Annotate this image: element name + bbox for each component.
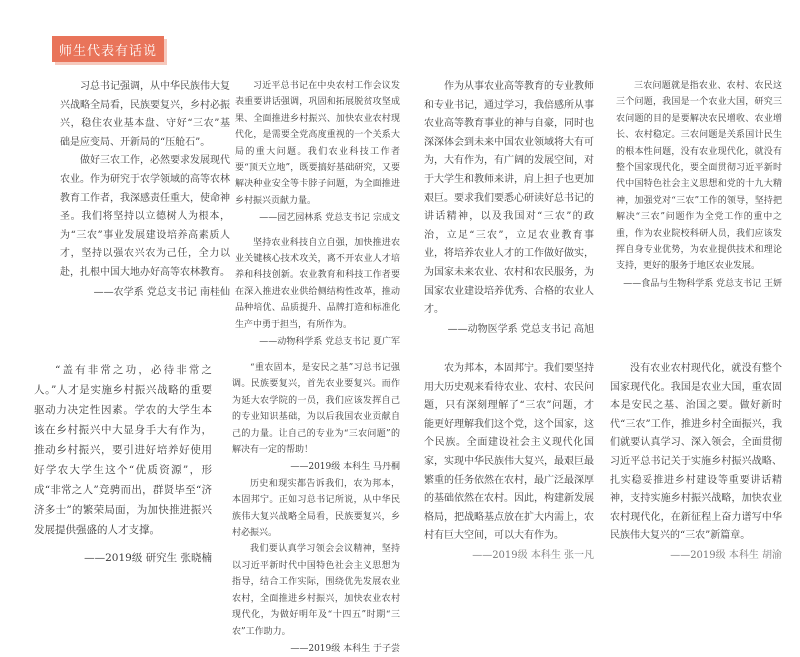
statement-paragraph: 历史和现实都告诉我们，农为邦本，本固邦宁。正如习总书记所说，从中华民族伟大复兴战略全局看，民族要复兴，乡村必振兴。 <box>232 478 400 539</box>
statement-signature: ——2019级 本科生 于子尝 <box>290 643 400 654</box>
statement-block <box>34 360 212 568</box>
statement-paragraph: 做好三农工作，必然要求发展现代农业。作为研究于农学领域的高等农林教育工作者，我深感责任重大，使命神圣。我们将坚持以立德树人为根本，为“三农”事业发展建设培养高素质人才，坚持以强农兴农为己任，全力以赴，扎根中国大地办好高等农林教育。 <box>60 155 230 278</box>
statement-signature: ——2019级 本科生 张一凡 <box>472 549 594 561</box>
statement-paragraph: 坚持农业科技自立自强，加快推进农业关键核心技术攻关，离不开农业人才培养和科技创新。农业教育和科技工作者要在深入推进农业供给侧结构性改革，推动品种培优、品质提升、品牌打造和标准化生产中勇于担当，有所作为。 <box>235 237 400 330</box>
statement-signature: ——食品与生物科学系 党总支书记 王妍 <box>623 278 782 289</box>
statement-paragraph: 三农问题就是指农业、农村、农民这三个问题，我国是一个农业大国，研究三农问题的目的是要解决农民增收、农业增长、农村稳定。三农问题是关系国计民生的根本性问题，没有农业现代化，就没有整个国家现代化，要全面贯彻习近平新时代中国特色社会主义思想和党的十九大精神，加强党对“三农”工作的领导，坚持把解决“三农”问题作为全党工作的重中之重，作为农业院校科研人员，我们应该发挥自身专业优势，为农业提供技术和理论支持，更好的服务于地区农业发展。 <box>616 81 782 272</box>
statement-block <box>424 360 594 566</box>
statement-signature: ——农学系 党总支书记 南桂仙 <box>93 286 230 298</box>
statement-signature: ——动物医学系 党总支书记 高旭 <box>447 323 594 335</box>
statement-block <box>60 78 230 302</box>
statement-paragraph: 作为从事农业高等教育的专业教师和专业书记，通过学习，我倍感所从事农业高等教育事业的神与自豪，同时也深深体会到未来中国农业领域将大有可为，大有作为，有广阔的发展空间，对于大学生和教师来讲，肩上担子也更加艰巨。要求我们要悉心研读好总书记的讲话精神，以及我国对“三农”的政治，立足“三农”，立足农业教育事业，将培养农业人才的工作做好做实，为国家未来农业、农村和农民服务，为国家农业建设培养优秀、合格的农业人才。 <box>424 81 594 316</box>
statement-block <box>610 360 782 566</box>
statement-signature: ——动物科学系 党总支书记 夏广军 <box>259 337 400 348</box>
statement-block <box>232 360 400 657</box>
statement-signature: ——2019级 本科生 胡渝 <box>670 549 782 561</box>
statement-paragraph: 没有农业农村现代化，就没有整个国家现代化。我国是农业大国，重农固本是安民之基、治国之要。做好新时代“三农”工作，推进乡村全面振兴，我们就要认真学习、深入领会，全面贯彻习近平总书记关于实施乡村振兴战略、扎实稳妥推进乡村建设等重要讲话精神，支持实施乡村振兴战略，加快农业农村现代化，在新征程上奋力谱写中华民族伟大复兴的“三农”新篇章。 <box>610 363 782 542</box>
statement-block <box>424 78 594 339</box>
statement-paragraph: 习近平总书记在中央农村工作会议发表重要讲话强调，巩固和拓展脱贫攻坚成果、全面推进乡村振兴、加快农业农村现代化，是需要全党高度重视的一个关系大局的重大问题。我们农业科技工作者要“顶天立地”，既要搞好基础研究，又要解决种业安全等卡脖子问题，为全面推进乡村振兴贡献力量。 <box>235 81 400 206</box>
statement-paragraph: 习总书记强调，从中华民族伟大复兴战略全局看，民族要复兴，乡村必振兴，稳住农业基本盘、守好“三农”基础是应变局、开新局的“压舱石”。 <box>60 81 230 148</box>
statement-paragraph: “重农固本，是安民之基”习总书记强调。民族要复兴，首先农业要复兴。而作为延大农学院的一员，我们应该发挥自己的专业知识基础，为以后我国农业贡献自己的力量。让自己的专业为“三农问题”的解决有一定的帮助！ <box>232 363 400 456</box>
statement-block <box>235 78 400 351</box>
statement-paragraph: 我们要认真学习领会会议精神，坚持以习近平新时代中国特色社会主义思想为指导，结合工作实际，围绕优先发展农业农村，全面推进乡村振兴，加快农业农村现代化，为做好明年及“十四五”时期“三农”工作助力。 <box>232 544 400 637</box>
statement-signature: ——2019级 研究生 张晓楠 <box>84 552 212 564</box>
section-banner: 师生代表有话说 <box>52 36 164 62</box>
statement-paragraph: “盖有非常之功，必待非常之人。”人才是实施乡村振兴战略的重要驱动力决定性因素。学农的大学生本该在乡村振兴中大显身手大有作为，推动乡村振兴，要引进好培养好使用好学农大学生这个“优质资源”，形成“非常之人”竞骋而出，群贤毕至“济济多士”的繁荣局面，为加快推进振兴发展提供强盛的人才支撑。 <box>34 364 212 536</box>
statement-signature: ——2019级 本科生 马丹桐 <box>290 462 400 473</box>
statement-signature: ——园艺园林系 党总支书记 宗成文 <box>259 213 400 224</box>
statement-block <box>616 78 782 292</box>
statement-paragraph: 农为邦本，本固邦宁。我们要坚持用大历史观来看待农业、农村、农民问题，只有深刻理解了“三农”问题，才能更好理解我们这个党，这个国家，这个民族。全面建设社会主义现代化国家，实现中华民族伟大复兴，最艰巨最繁重的任务依然在农村，最广泛最深厚的基础依然在农村。因此，构建新发展格局，把战略基点放在扩大内需上，农村有巨大空间，可以大有作为。 <box>424 363 594 542</box>
